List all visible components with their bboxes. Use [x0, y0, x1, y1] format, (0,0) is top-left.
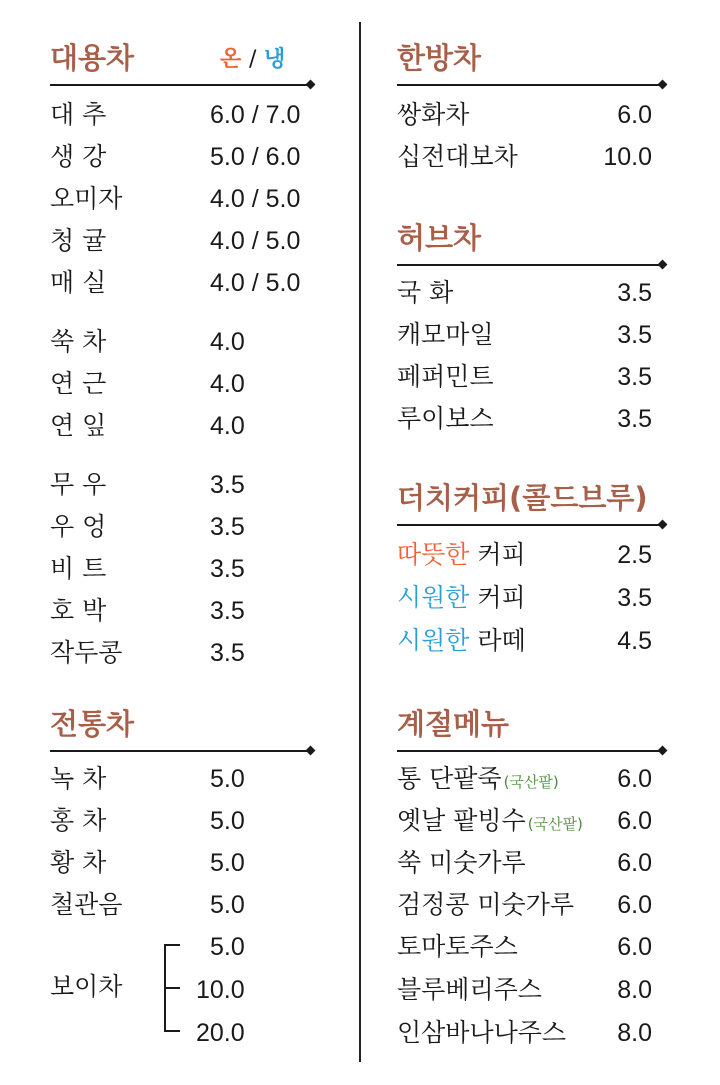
menu-item[interactable]	[397, 842, 662, 884]
item-name: 통 단팥죽 (국산팥)	[397, 764, 559, 793]
item-price: 5.0 / 6.0	[210, 143, 301, 171]
item-price: 8.0	[617, 976, 652, 1004]
item-name: 블루베리주스	[397, 975, 542, 1004]
item-name: 호 박	[50, 596, 107, 625]
item-name: 십전대보차	[397, 142, 518, 171]
boicha-price: 20.0	[196, 1019, 245, 1047]
item-name: 토마토주스	[397, 932, 518, 961]
item-name: 시원한 커피	[397, 583, 526, 612]
item-name: 쑥 미숫가루	[397, 848, 526, 877]
menu-item[interactable]	[50, 94, 310, 136]
item-name: 오미자	[50, 184, 123, 213]
menu-item[interactable]	[50, 178, 310, 220]
hot-label: 온	[220, 47, 242, 72]
menu-item[interactable]	[397, 800, 662, 842]
menu-item[interactable]	[50, 632, 310, 674]
section-rule	[397, 750, 662, 752]
item-price: 6.0 / 7.0	[210, 101, 301, 129]
boicha-price: 10.0	[196, 976, 245, 1004]
item-price: 2.5	[617, 541, 652, 569]
section-title: 허브차	[397, 221, 482, 255]
item-note: (국산팥)	[503, 773, 559, 791]
menu-item[interactable]	[397, 758, 662, 800]
section-rule	[50, 84, 310, 86]
item-price: 4.0 / 5.0	[210, 269, 301, 297]
item-tag-warm: 따뜻한	[397, 540, 470, 569]
section-rule	[397, 84, 662, 86]
item-price: 4.5	[617, 627, 652, 655]
hot-cold-legend	[220, 42, 285, 73]
item-name: 보이차	[50, 972, 123, 1001]
menu-item[interactable]	[397, 356, 662, 398]
item-price: 3.5	[617, 321, 652, 349]
item-name: 검정콩 미숫가루	[397, 890, 574, 919]
item-price: 6.0	[617, 849, 652, 877]
item-price: 5.0	[210, 765, 245, 793]
boicha-price: 5.0	[210, 933, 245, 961]
item-name: 무 우	[50, 470, 107, 499]
item-price: 4.0	[210, 328, 245, 356]
item-tag-cool: 시원한	[397, 583, 470, 612]
item-name: 우 엉	[50, 512, 107, 541]
menu-item[interactable]	[50, 464, 310, 506]
item-price: 5.0	[210, 891, 245, 919]
item-tag-cool: 시원한	[397, 626, 470, 655]
menu-item[interactable]	[50, 548, 310, 590]
item-price: 4.0	[210, 370, 245, 398]
item-name: 국 화	[397, 278, 454, 307]
menu-item[interactable]	[50, 136, 310, 178]
section-title: 계절메뉴	[397, 707, 510, 741]
menu-item[interactable]	[50, 262, 310, 304]
item-name: 인삼바나나주스	[397, 1018, 567, 1047]
item-note: (국산팥)	[527, 815, 583, 833]
item-price: 4.0 / 5.0	[210, 185, 301, 213]
item-name: 시원한 라떼	[397, 626, 526, 655]
item-name: 황 차	[50, 848, 107, 877]
section-hanbang	[397, 40, 662, 86]
item-price: 3.5	[210, 639, 245, 667]
item-name: 쑥 차	[50, 327, 107, 356]
item-price: 8.0	[617, 1019, 652, 1047]
menu-item[interactable]	[50, 321, 310, 363]
item-name: 청 귤	[50, 226, 107, 255]
menu-item[interactable]	[50, 220, 310, 262]
item-price: 6.0	[617, 807, 652, 835]
item-name: 생 강	[50, 142, 107, 171]
item-name: 녹 차	[50, 764, 107, 793]
item-price: 3.5	[617, 405, 652, 433]
menu-item[interactable]	[397, 969, 662, 1011]
menu-item[interactable]	[397, 272, 662, 314]
menu-item[interactable]	[397, 136, 662, 178]
section-title: 한방차	[397, 41, 482, 75]
menu-item[interactable]	[397, 926, 662, 968]
item-price: 4.0 / 5.0	[210, 227, 301, 255]
section-seasonal	[397, 706, 662, 752]
menu-item[interactable]	[50, 405, 310, 447]
item-price: 6.0	[617, 891, 652, 919]
item-name: 매 실	[50, 268, 107, 297]
menu-item[interactable]	[50, 363, 310, 405]
item-price: 5.0	[210, 807, 245, 835]
menu-item[interactable]	[397, 577, 662, 619]
menu-item[interactable]	[397, 534, 662, 576]
item-price: 3.5	[617, 363, 652, 391]
item-price: 4.0	[210, 412, 245, 440]
menu-item[interactable]	[50, 758, 310, 800]
menu-item[interactable]	[50, 590, 310, 632]
item-price: 10.0	[603, 143, 652, 171]
item-price: 6.0	[617, 765, 652, 793]
item-price: 6.0	[617, 933, 652, 961]
menu-item[interactable]	[50, 800, 310, 842]
item-name: 비 트	[50, 554, 107, 583]
section-dutch-coffee	[397, 480, 662, 526]
item-name: 따뜻한 커피	[397, 540, 526, 569]
item-name: 연 근	[50, 369, 107, 398]
menu-item[interactable]	[397, 620, 662, 662]
item-name: 옛날 팥빙수 (국산팥)	[397, 806, 583, 835]
item-price: 3.5	[210, 597, 245, 625]
item-name: 페퍼민트	[397, 362, 494, 391]
section-rule	[397, 524, 662, 526]
item-name: 루이보스	[397, 404, 494, 433]
menu-item[interactable]	[397, 1012, 662, 1054]
item-price: 3.5	[617, 584, 652, 612]
item-name: 철관음	[50, 890, 123, 919]
item-price: 3.5	[210, 471, 245, 499]
item-name: 쌍화차	[397, 100, 470, 129]
item-name: 작두콩	[50, 638, 123, 667]
menu-item[interactable]	[50, 884, 310, 926]
item-price: 3.5	[210, 555, 245, 583]
menu-item[interactable]	[50, 842, 310, 884]
menu-item[interactable]	[397, 314, 662, 356]
section-daeyong	[50, 40, 310, 86]
section-rule	[397, 264, 662, 266]
item-name: 캐모마일	[397, 320, 494, 349]
section-title: 전통차	[50, 707, 135, 741]
item-name: 연 잎	[50, 411, 107, 440]
menu-item[interactable]	[397, 884, 662, 926]
section-herb	[397, 220, 662, 266]
legend-slash: /	[248, 47, 257, 72]
item-price: 3.5	[210, 513, 245, 541]
item-name: 대 추	[50, 100, 107, 129]
column-divider	[359, 22, 361, 1062]
menu-item[interactable]	[50, 506, 310, 548]
menu-item[interactable]	[397, 398, 662, 440]
section-jeontong	[50, 706, 310, 752]
item-price: 5.0	[210, 849, 245, 877]
item-price: 6.0	[617, 101, 652, 129]
section-rule	[50, 750, 310, 752]
section-title: 더치커피(콜드브루)	[397, 481, 648, 515]
item-name: 홍 차	[50, 806, 107, 835]
menu-item[interactable]	[397, 94, 662, 136]
item-price: 3.5	[617, 279, 652, 307]
section-title: 대용차	[50, 41, 135, 75]
cold-label: 냉	[264, 47, 286, 72]
